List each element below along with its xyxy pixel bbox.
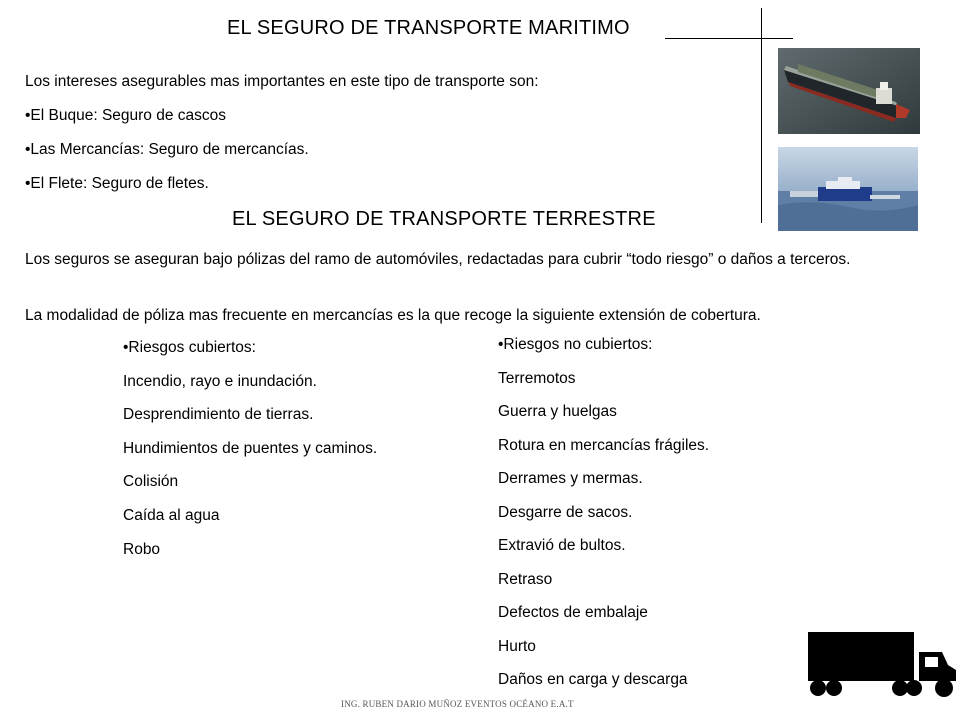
title-underline: [665, 38, 793, 39]
covered-risks-heading: •Riesgos cubiertos:: [123, 339, 256, 356]
terrestre-paragraph-2: La modalidad de póliza mas frecuente en mercancías es la que recoge la siguiente extensión de cobertura.: [25, 307, 761, 324]
covered-risk-item: Hundimientos de puentes y caminos.: [123, 440, 378, 457]
not-covered-risk-item: Guerra y huelgas: [498, 403, 617, 420]
vertical-divider-line: [761, 8, 762, 223]
not-covered-risks-heading: •Riesgos no cubiertos:: [498, 336, 653, 353]
truck-icon: [806, 632, 958, 698]
terrestre-title: EL SEGURO DE TRANSPORTE TERRESTRE: [232, 208, 656, 230]
not-covered-risk-item: Rotura en mercancías frágiles.: [498, 437, 710, 454]
maritime-intro: Los intereses asegurables mas importantes en este tipo de transporte son:: [25, 73, 539, 90]
not-covered-risk-item: Derrames y mermas.: [498, 470, 643, 487]
covered-risk-item: Desprendimiento de tierras.: [123, 406, 314, 423]
covered-risk-item: Incendio, rayo e inundación.: [123, 373, 317, 390]
ferry-photo: [778, 147, 918, 231]
not-covered-risk-item: Hurto: [498, 638, 536, 655]
not-covered-risk-item: Defectos de embalaje: [498, 604, 648, 621]
covered-risk-item: Colisión: [123, 473, 179, 490]
not-covered-risk-item: Retraso: [498, 571, 553, 588]
maritime-title: EL SEGURO DE TRANSPORTE MARITIMO: [227, 17, 630, 39]
footer-credit: ING. RUBEN DARIO MUÑOZ EVENTOS OCÉANO E.A.T: [341, 699, 574, 709]
not-covered-risk-item: Desgarre de sacos.: [498, 504, 633, 521]
maritime-item: •El Buque: Seguro de cascos: [25, 107, 227, 124]
not-covered-risk-item: Daños en carga y descarga: [498, 671, 688, 688]
maritime-item: •Las Mercancías: Seguro de mercancías.: [25, 141, 309, 158]
terrestre-paragraph-1: Los seguros se aseguran bajo pólizas del ramo de automóviles, redactadas para cubrir “todo riesgo” o daños a terceros.: [25, 251, 851, 268]
not-covered-risk-item: Terremotos: [498, 370, 576, 387]
covered-risk-item: Robo: [123, 541, 161, 558]
maritime-item: •El Flete: Seguro de fletes.: [25, 175, 209, 192]
covered-risk-item: Caída al agua: [123, 507, 220, 524]
cargo-ship-photo: [778, 48, 920, 134]
not-covered-risk-item: Extravió de bultos.: [498, 537, 626, 554]
